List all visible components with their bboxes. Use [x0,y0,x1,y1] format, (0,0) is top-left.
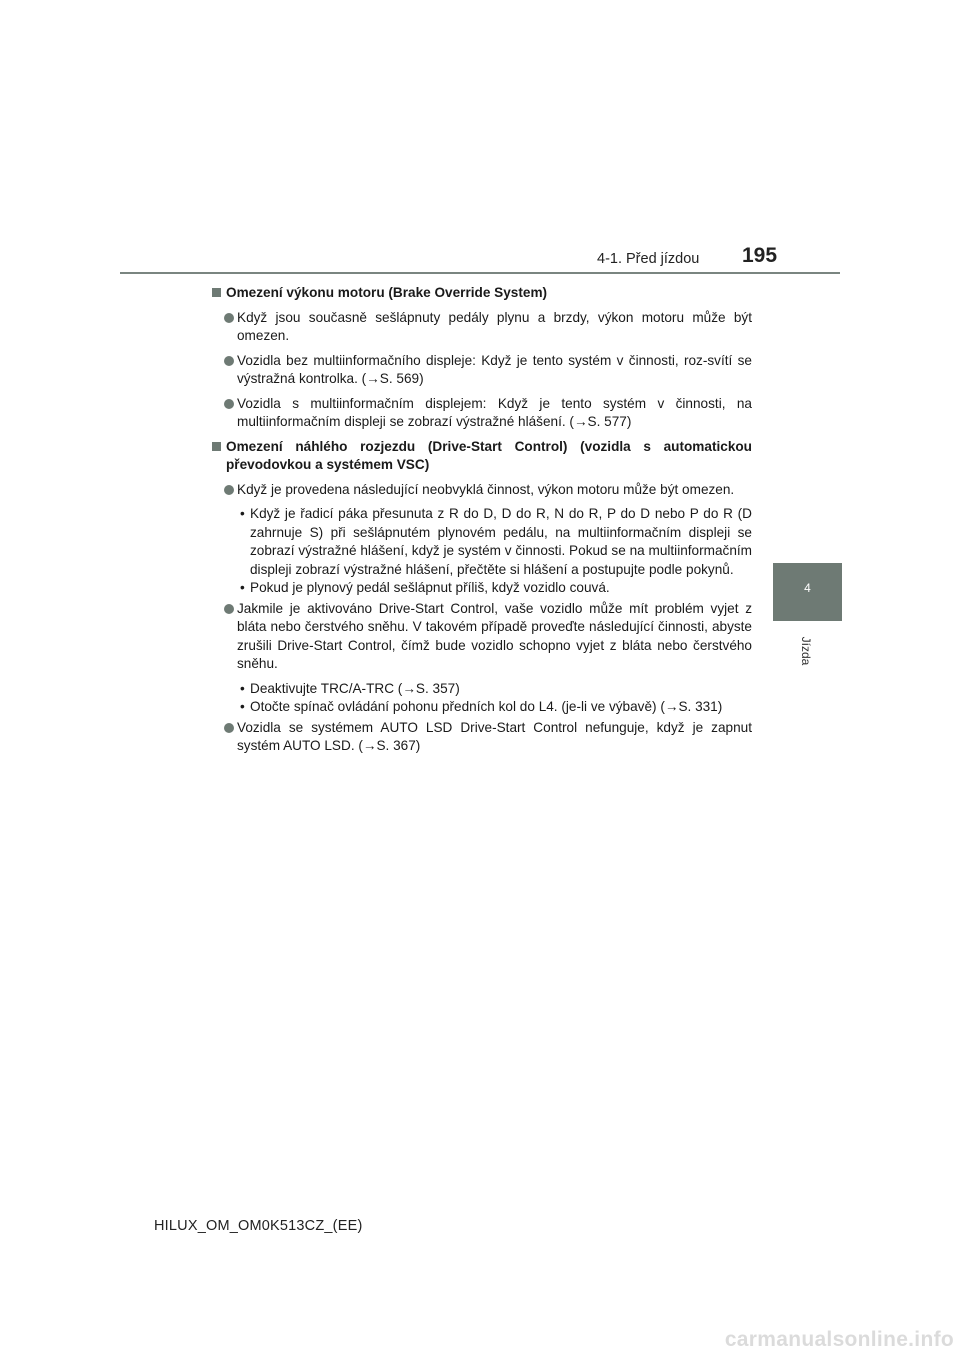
chapter-tab-number: 4 [804,581,811,595]
square-bullet-icon [212,288,221,297]
section-heading [212,438,752,475]
document-code: HILUX_OM_OM0K513CZ_(EE) [154,1218,363,1234]
chapter-label-text: Jízda [799,636,813,666]
page-content [212,284,752,762]
sub-item-text: Když je řadicí páka přesunuta z R do D, D do R, N do R, P do D nebo P do R (D zahrnuje S) při sešlápnutém plynovém pedálu, na multiinformačním displeji se zobrazí výstražné hlášení, když je systém v činnosti. Pokud se na multiinformačním displeji zobrazí výstražné hlášení, přečtěte si hlášení a postupujte podle pokynů. [250,506,752,577]
watermark: carmanualsonline.info [724,1328,954,1351]
sub-bullet-marker: • [240,680,245,696]
bullet-item [212,395,752,432]
bullet-item [212,481,752,500]
circle-bullet-icon [224,723,234,733]
sub-bullet-marker: • [240,699,245,714]
bullet-text: Když jsou současně sešlápnuty pedály plynu a brzdy, výkon motoru může být omezen. [237,309,752,343]
bullet-text: Vozidla bez multiinformačního displeje: Když je tento systém v činnosti, roz-svítí se výstražná kontrolka. (→S. 569) [237,352,752,386]
sub-bullet-marker: • [240,580,245,595]
bullet-text: Vozidla se systémem AUTO LSD Drive-Start Control nefunguje, když je zapnut systém AUTO LSD. (→S. 367) [237,719,752,753]
header-rule [120,272,840,274]
circle-bullet-icon [224,604,234,614]
sub-item [212,680,752,699]
bullet-item [212,309,752,346]
bullet-text: Jakmile je aktivováno Drive-Start Control, vaše vozidlo může mít problém vyjet z bláta nebo čerstvého sněhu. V takovém případě proveďte následující činnosti, abyste zrušili Drive-Start Control, čímž bude vozidlo schopno vyjet z bláta nebo čerstvého sněhu. [237,600,752,671]
bullet-item [212,600,752,674]
square-bullet-icon [212,442,221,451]
chapter-label [796,626,816,676]
section-heading-text: Omezení náhlého rozjezdu (Drive-Start Control) (vozidla s automatickou převodovkou a systémem VSC) [226,438,752,472]
circle-bullet-icon [224,356,234,366]
sub-item [212,579,752,598]
bullet-item [212,352,752,389]
bullet-text: Vozidla s multiinformačním displejem: Když je tento systém v činnosti, na multiinformačním displeji se zobrazí výstražné hlášení. (→S. 577) [237,395,752,429]
page-number: 195 [742,244,778,267]
sub-bullet-marker: • [240,506,245,521]
header-section-title: 4-1. Před jízdou [597,251,700,267]
bullet-item [212,719,752,756]
sub-list [212,505,752,598]
sub-item-text: Deaktivujte TRC/A-TRC (→S. 357) [250,680,460,696]
section-heading-text: Omezení výkonu motoru (Brake Override System) [226,285,548,300]
circle-bullet-icon [224,485,234,495]
section-heading [212,284,752,303]
sub-list [212,680,752,717]
circle-bullet-icon [224,399,234,409]
circle-bullet-icon [224,313,234,323]
chapter-tab [773,563,842,621]
sub-item-text: Otočte spínač ovládání pohonu předních kol do L4. (je-li ve výbavě) (→S. 331) [250,699,723,714]
sub-item [212,698,752,717]
sub-item [212,505,752,579]
sub-item-text: Pokud je plynový pedál sešlápnut příliš, když vozidlo couvá. [250,580,610,595]
bullet-text: Když je provedena následující neobvyklá činnost, výkon motoru může být omezen. [237,481,735,497]
